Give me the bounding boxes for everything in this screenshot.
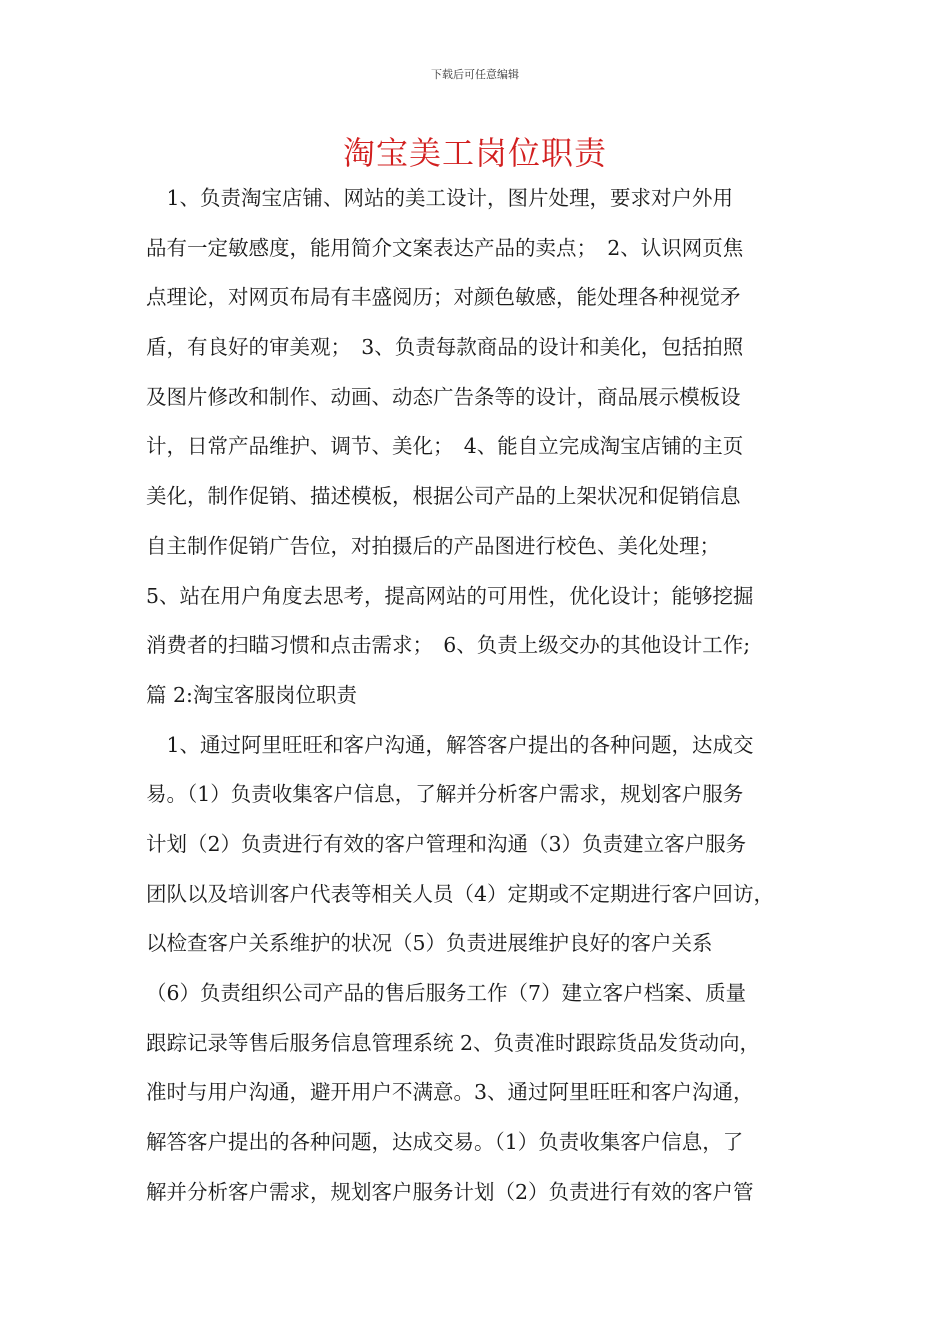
body-line: 解答客户提出的各种问题，达成交易。（1）负责收集客户信息，了 bbox=[146, 1130, 744, 1155]
body-line: 1、通过阿里旺旺和客户沟通，解答客户提出的各种问题，达成交 bbox=[146, 732, 754, 757]
body-line: 点理论，对网页布局有丰盛阅历；对颜色敏感，能处理各种视觉矛 bbox=[146, 285, 741, 310]
body-line: 消费者的扫瞄习惯和点击需求； 6、负责上级交办的其他设计工作; bbox=[146, 633, 751, 658]
body-line: 以检查客户关系维护的状况（5）负责进展维护良好的客户关系 bbox=[146, 931, 713, 956]
body-line: 易。（1）负责收集客户信息，了解并分析客户需求，规划客户服务 bbox=[146, 782, 744, 807]
body-line: 团队以及培训客户代表等相关人员（4）定期或不定期进行客户回访， bbox=[146, 881, 775, 906]
body-line: 自主制作促销广告位，对拍摄后的产品图进行校色、美化处理； bbox=[146, 533, 720, 558]
section-heading: 篇 2:淘宝客服岗位职责 bbox=[146, 682, 357, 707]
body-line: 跟踪记录等售后服务信息管理系统 2、负责准时跟踪货品发货动向， bbox=[146, 1030, 761, 1055]
body-line: 及图片修改和制作、动画、动态广告条等的设计，商品展示模板设 bbox=[146, 384, 741, 409]
body-line: 5、站在用户角度去思考，提高网站的可用性，优化设计；能够挖掘 bbox=[146, 583, 754, 608]
body-line: 计划（2）负责进行有效的客户管理和沟通（3）负责建立客户服务 bbox=[146, 831, 747, 856]
document-body bbox=[146, 174, 816, 1217]
body-line: 1、负责淘宝店铺、网站的美工设计，图片处理，要求对户外用 bbox=[146, 186, 734, 210]
body-line: 美化，制作促销、描述模板，根据公司产品的上架状况和促销信息 bbox=[146, 484, 741, 509]
body-line: 计，日常产品维护、调节、美化； 4、能自立完成淘宝店铺的主页 bbox=[146, 434, 744, 459]
body-line: （6）负责组织公司产品的售后服务工作（7）建立客户档案、质量 bbox=[146, 981, 747, 1005]
body-line: 解并分析客户需求，规划客户服务计划（2）负责进行有效的客户管 bbox=[146, 1179, 754, 1204]
header-note: 下载后可任意编辑 bbox=[431, 68, 519, 81]
document-title: 淘宝美工岗位职责 bbox=[342, 134, 607, 172]
body-line: 品有一定敏感度，能用简介文案表达产品的卖点； 2、认识网页焦 bbox=[146, 235, 744, 260]
body-line: 准时与用户沟通，避开用户不满意。3、通过阿里旺旺和客户沟通， bbox=[146, 1080, 754, 1105]
body-line: 盾，有良好的审美观； 3、负责每款商品的设计和美化，包括拍照 bbox=[146, 335, 744, 360]
